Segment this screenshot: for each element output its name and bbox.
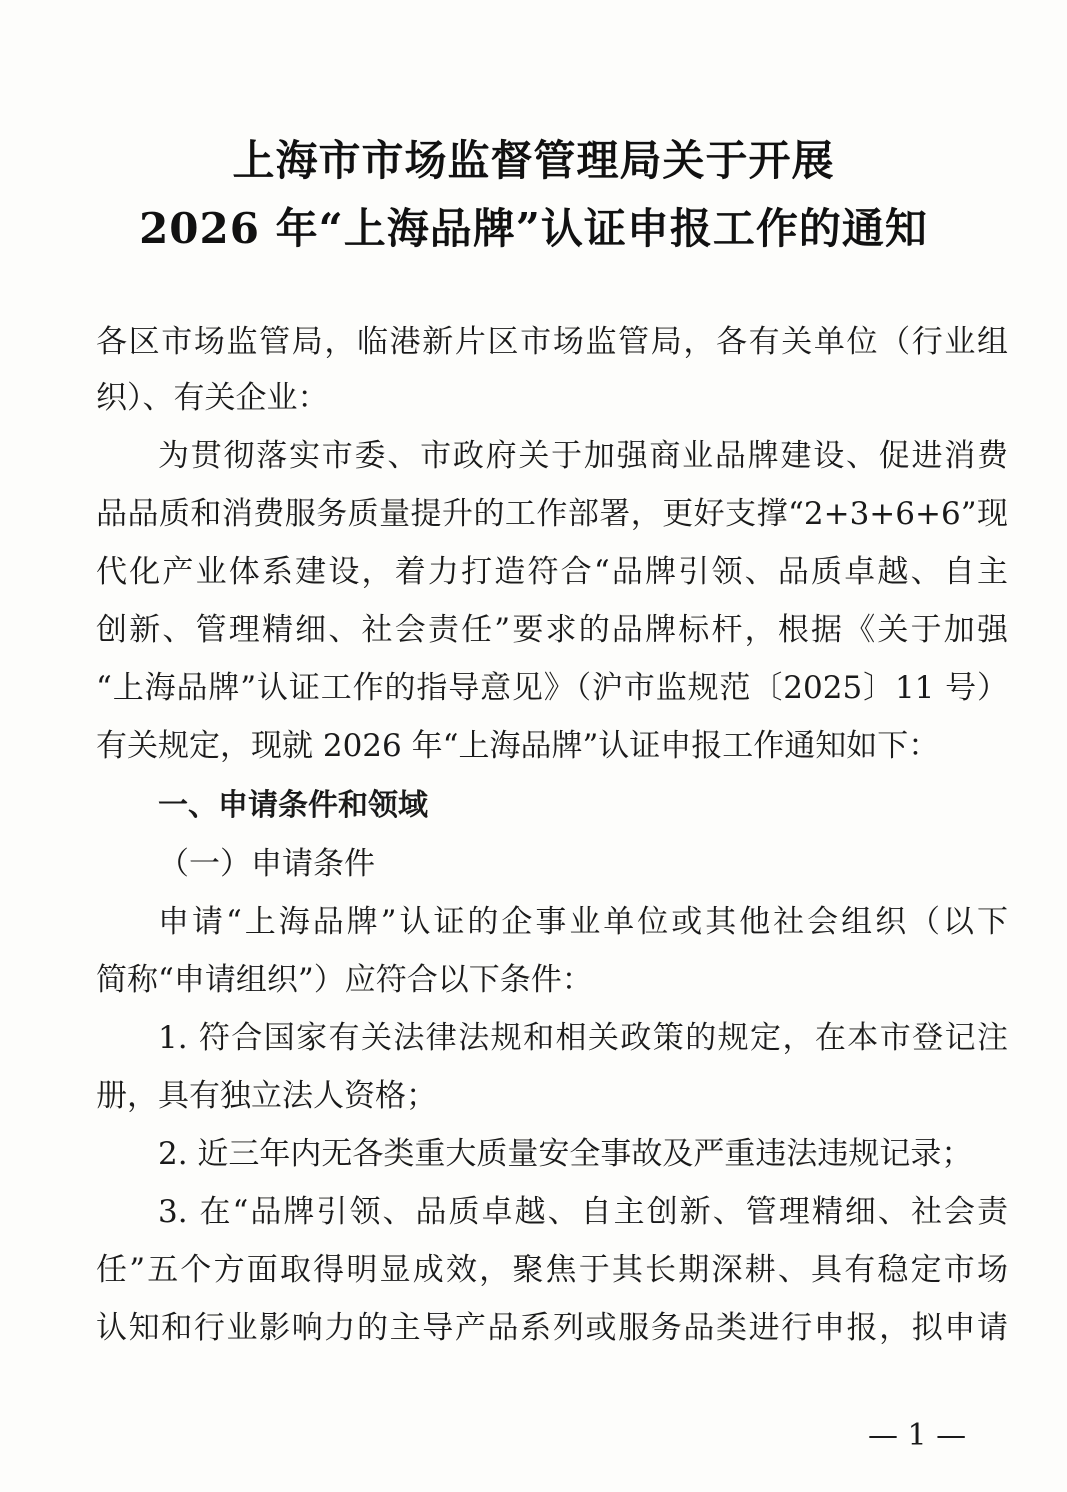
intro-paragraph-line-3: 代化产业体系建设，着力打造符合“品牌引领、品质卓越、自主 [96,554,1008,590]
condition-item-1-line-2: 册，具有独立法人资格； [96,1078,437,1114]
section-1-heading: 一、申请条件和领域 [158,788,428,823]
addressee-line-1: 各区市场监管局，临港新片区市场监管局，各有关单位（行业组 [96,324,1008,360]
conditions-intro-line-2: 简称“申请组织”）应符合以下条件： [96,962,593,998]
intro-paragraph-line-5: “上海品牌”认证工作的指导意见》（沪市监规范〔2025〕11 号） [96,670,1008,706]
condition-item-1-line-1: 1. 符合国家有关法律法规和相关政策的规定，在本市登记注 [158,1020,1008,1056]
intro-paragraph-line-2: 品品质和消费服务质量提升的工作部署，更好支撑“2+3+6+6”现 [96,496,1008,532]
condition-item-3-line-3: 认知和行业影响力的主导产品系列或服务品类进行申报，拟申请 [96,1310,1008,1346]
addressee-line-2: 织）、有关企业： [96,380,329,416]
page-number: — 1 — [868,1418,967,1453]
condition-item-3-line-2: 任”五个方面取得明显成效，聚焦于其长期深耕、具有稳定市场 [96,1252,1008,1288]
document-title-line-2: 2026 年“上海品牌”认证申报工作的通知 [139,204,928,253]
intro-paragraph-line-4: 创新、管理精细、社会责任”要求的品牌标杆，根据《关于加强 [96,612,1008,648]
intro-paragraph-line-1: 为贯彻落实市委、市政府关于加强商业品牌建设、促进消费 [158,438,1008,474]
condition-item-2-line-1: 2. 近三年内无各类重大质量安全事故及严重违法违规记录； [158,1136,973,1172]
subsection-1-heading: （一）申请条件 [158,846,375,882]
conditions-intro-line-1: 申请“上海品牌”认证的企事业单位或其他社会组织（以下 [158,904,1008,940]
document-title-line-1: 上海市市场监督管理局关于开展 [232,136,835,185]
condition-item-3-line-1: 3. 在“品牌引领、品质卓越、自主创新、管理精细、社会责 [158,1194,1008,1230]
intro-paragraph-line-6: 有关规定，现就 2026 年“上海品牌”认证申报工作通知如下： [96,728,940,764]
